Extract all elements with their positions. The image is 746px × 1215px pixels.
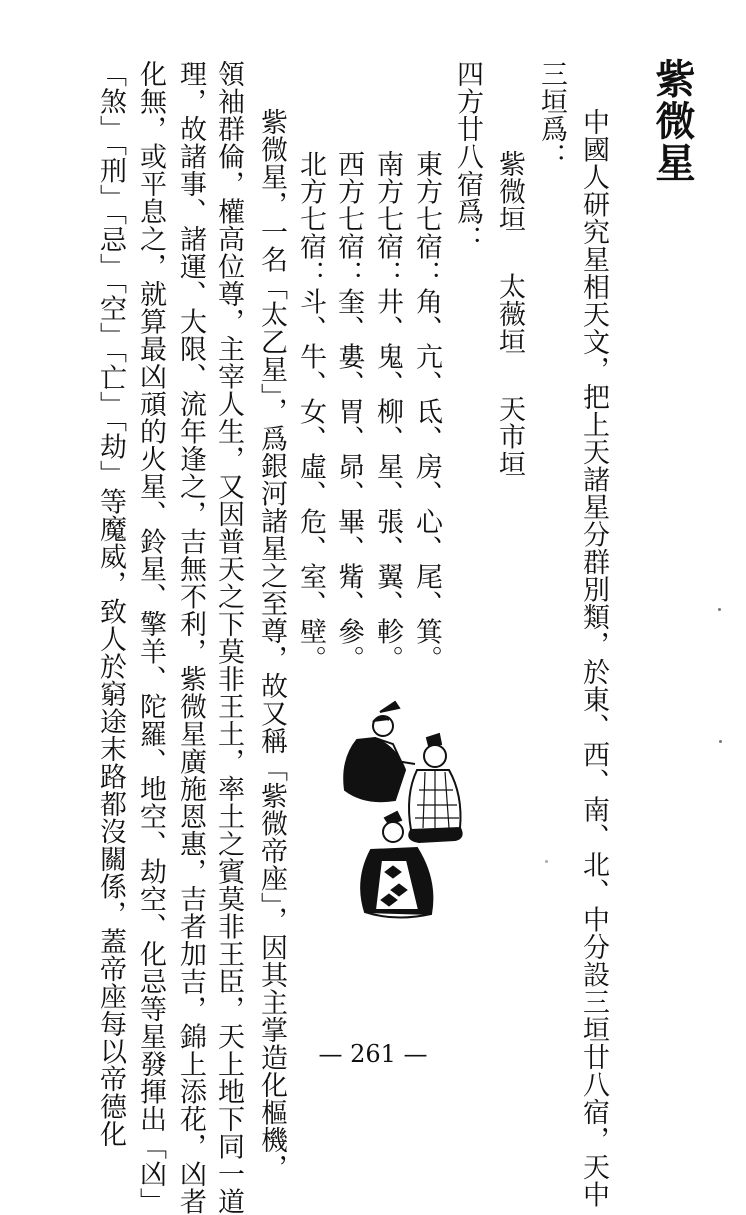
enclosure-ziwei: 紫微垣 — [494, 150, 525, 233]
text-line-12: 化無，或平息之，就算最凶頑的火星、鈴星、擎羊、陀羅、地空、劫空、化忌等星發揮出「凶」 — [135, 60, 166, 1215]
text-line-3 — [496, 150, 523, 478]
text-line-11: 理，故諸事、諸運、大限、流年逢之，吉無不利，紫微星廣施恩惠，吉者加吉，錦上添花，凶者 — [175, 60, 206, 1215]
page-number: — 261 — — [318, 1040, 428, 1068]
text-line-south: 南方七宿：井、鬼、柳、星、張、翼、軫。 — [372, 150, 403, 673]
figure-2 — [409, 734, 462, 842]
text-line-10: 領袖群倫，權高位尊，主宰人生，又因普天之下莫非王土，率土之賓莫非王臣，天上地下同一道 — [213, 60, 244, 1215]
print-speck — [718, 608, 721, 611]
text-line-east: 東方七宿：角、亢、氐、房、心、尾、箕。 — [411, 150, 442, 673]
text-line-9: 紫微星，一名「太乙星」，爲銀河諸星之至尊，故又稱「紫微帝座」，因其主掌造化樞機， — [256, 108, 287, 1181]
text-line-1: 中國人研究星相天文，把上天諸星分群別類，於東、西、南、北、中分設三垣廿八宿，天中 — [578, 108, 609, 1208]
text-line-west: 西方七宿：奎、婁、胃、昴、畢、觜、參。 — [333, 150, 364, 673]
enclosure-tianshi: 天市垣 — [494, 395, 525, 478]
text-line-north: 北方七宿：斗、牛、女、虛、危、室、壁。 — [295, 150, 326, 673]
figure-1 — [344, 702, 415, 801]
text-line-2: 三垣爲： — [536, 60, 567, 170]
text-line-13: 「煞」「刑」「忌」「空」「亡」「劫」等魔威，致人於窮途末路都沒關係，蓋帝座每以帝德化 — [95, 60, 126, 1148]
enclosure-taiwei: 太薇垣 — [494, 272, 525, 355]
print-speck — [719, 740, 722, 743]
print-speck — [545, 860, 548, 863]
text-line-4: 四方廿八宿爲： — [452, 60, 483, 253]
figures-illustration — [335, 700, 470, 925]
page-title: 紫微星 — [649, 58, 696, 184]
